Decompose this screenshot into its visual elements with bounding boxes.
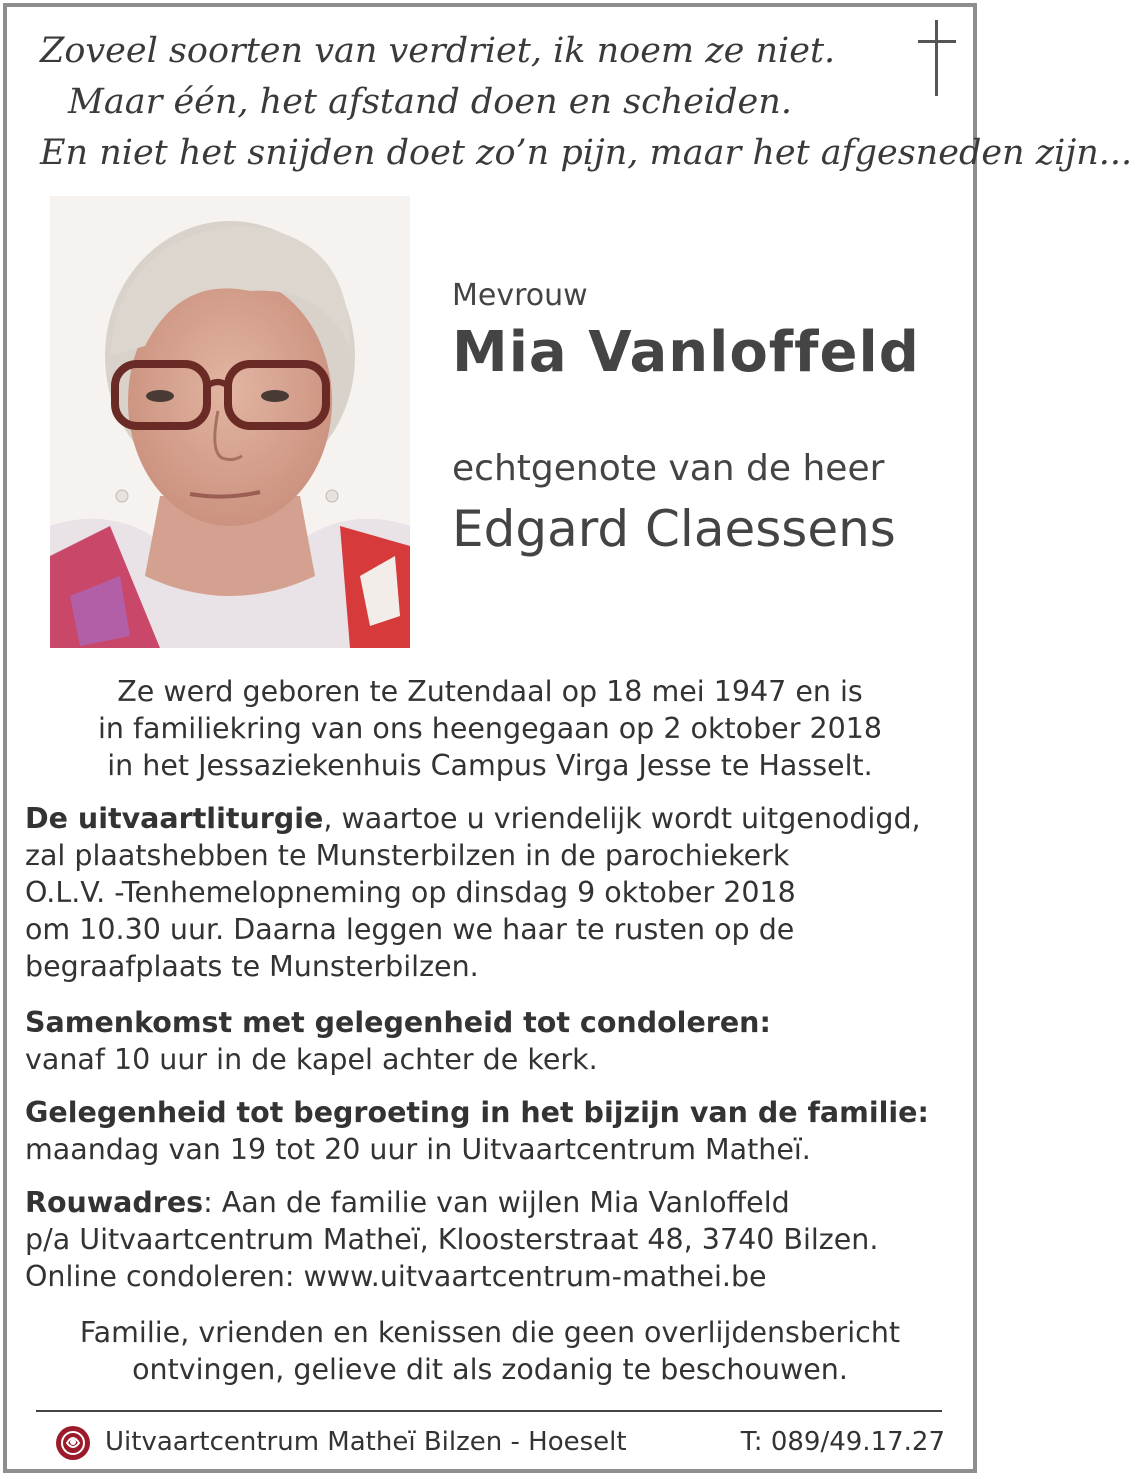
address-text: : Aan de familie van wijlen Mia Vanloffeld (203, 1186, 790, 1219)
spouse-intro: echtgenote van de heer (452, 448, 885, 489)
gathering-text: vanaf 10 uur in de kapel achter de kerk. (25, 1043, 598, 1076)
spouse-name: Edgard Claessens (452, 500, 896, 558)
paragraph-line: zal plaatshebben te Munsterbilzen in de parochiekerk (25, 839, 790, 872)
poem-line: En niet het snijden doet zo’n pijn, maar het afgesneden zijn... (40, 133, 1132, 173)
address-paragraph (25, 1184, 960, 1295)
paragraph-line: Familie, vrienden en kenissen die geen overlijdensbericht (79, 1316, 901, 1349)
cross-icon (912, 18, 962, 98)
portrait-photo (50, 196, 410, 648)
closing-paragraph (30, 1314, 950, 1388)
rose-logo-icon (55, 1425, 91, 1461)
liturgy-text: , waartoe u vriendelijk wordt uitgenodigd, (323, 802, 921, 835)
deceased-title: Mevrouw (452, 278, 588, 313)
paragraph-line: O.L.V. -Tenhemelopneming op dinsdag 9 oktober 2018 (25, 876, 796, 909)
paragraph-line: in familiekring van ons heengegaan op 2 oktober 2018 (97, 712, 883, 745)
paragraph-line: Ze werd geboren te Zutendaal op 18 mei 1947 en is (117, 675, 863, 708)
poem-line: Maar één, het afstand doen en scheiden. (68, 82, 792, 122)
poem-line: Zoveel soorten van verdriet, ik noem ze niet. (40, 31, 836, 71)
paragraph-line: in het Jessaziekenhuis Campus Virga Jesse te Hasselt. (107, 749, 873, 782)
gathering-label: Samenkomst met gelegenheid tot condoleren: (25, 1006, 771, 1039)
address-line: p/a Uitvaartcentrum Matheï, Kloosterstraat 48, 3740 Bilzen. (25, 1223, 879, 1256)
poem-verse (40, 26, 1132, 179)
phone-number: T: 089/49.17.27 (740, 1427, 945, 1457)
paragraph-line: ontvingen, gelieve dit als zodanig te beschouwen. (132, 1353, 848, 1386)
gathering-paragraph (25, 1004, 960, 1078)
address-label: Rouwadres (25, 1186, 204, 1219)
viewing-label: Gelegenheid tot begroeting in het bijzijn van de familie: (25, 1096, 929, 1129)
paragraph-line: begraafplaats te Munsterbilzen. (25, 950, 479, 983)
birth-death-paragraph (30, 673, 950, 784)
viewing-text: maandag van 19 tot 20 uur in Uitvaartcentrum Matheï. (25, 1133, 811, 1166)
online-condolence-line: Online condoleren: www.uitvaartcentrum-mathei.be (25, 1260, 767, 1293)
funeral-home-name: Uitvaartcentrum Matheï Bilzen - Hoeselt (105, 1427, 627, 1457)
liturgy-paragraph (25, 800, 960, 985)
paragraph-line: om 10.30 uur. Daarna leggen we haar te rusten op de (25, 913, 795, 946)
liturgy-label: De uitvaartliturgie (25, 802, 324, 835)
footer-divider (36, 1410, 942, 1412)
deceased-name: Mia Vanloffeld (452, 320, 920, 385)
viewing-paragraph (25, 1094, 960, 1168)
footer (55, 1425, 945, 1465)
